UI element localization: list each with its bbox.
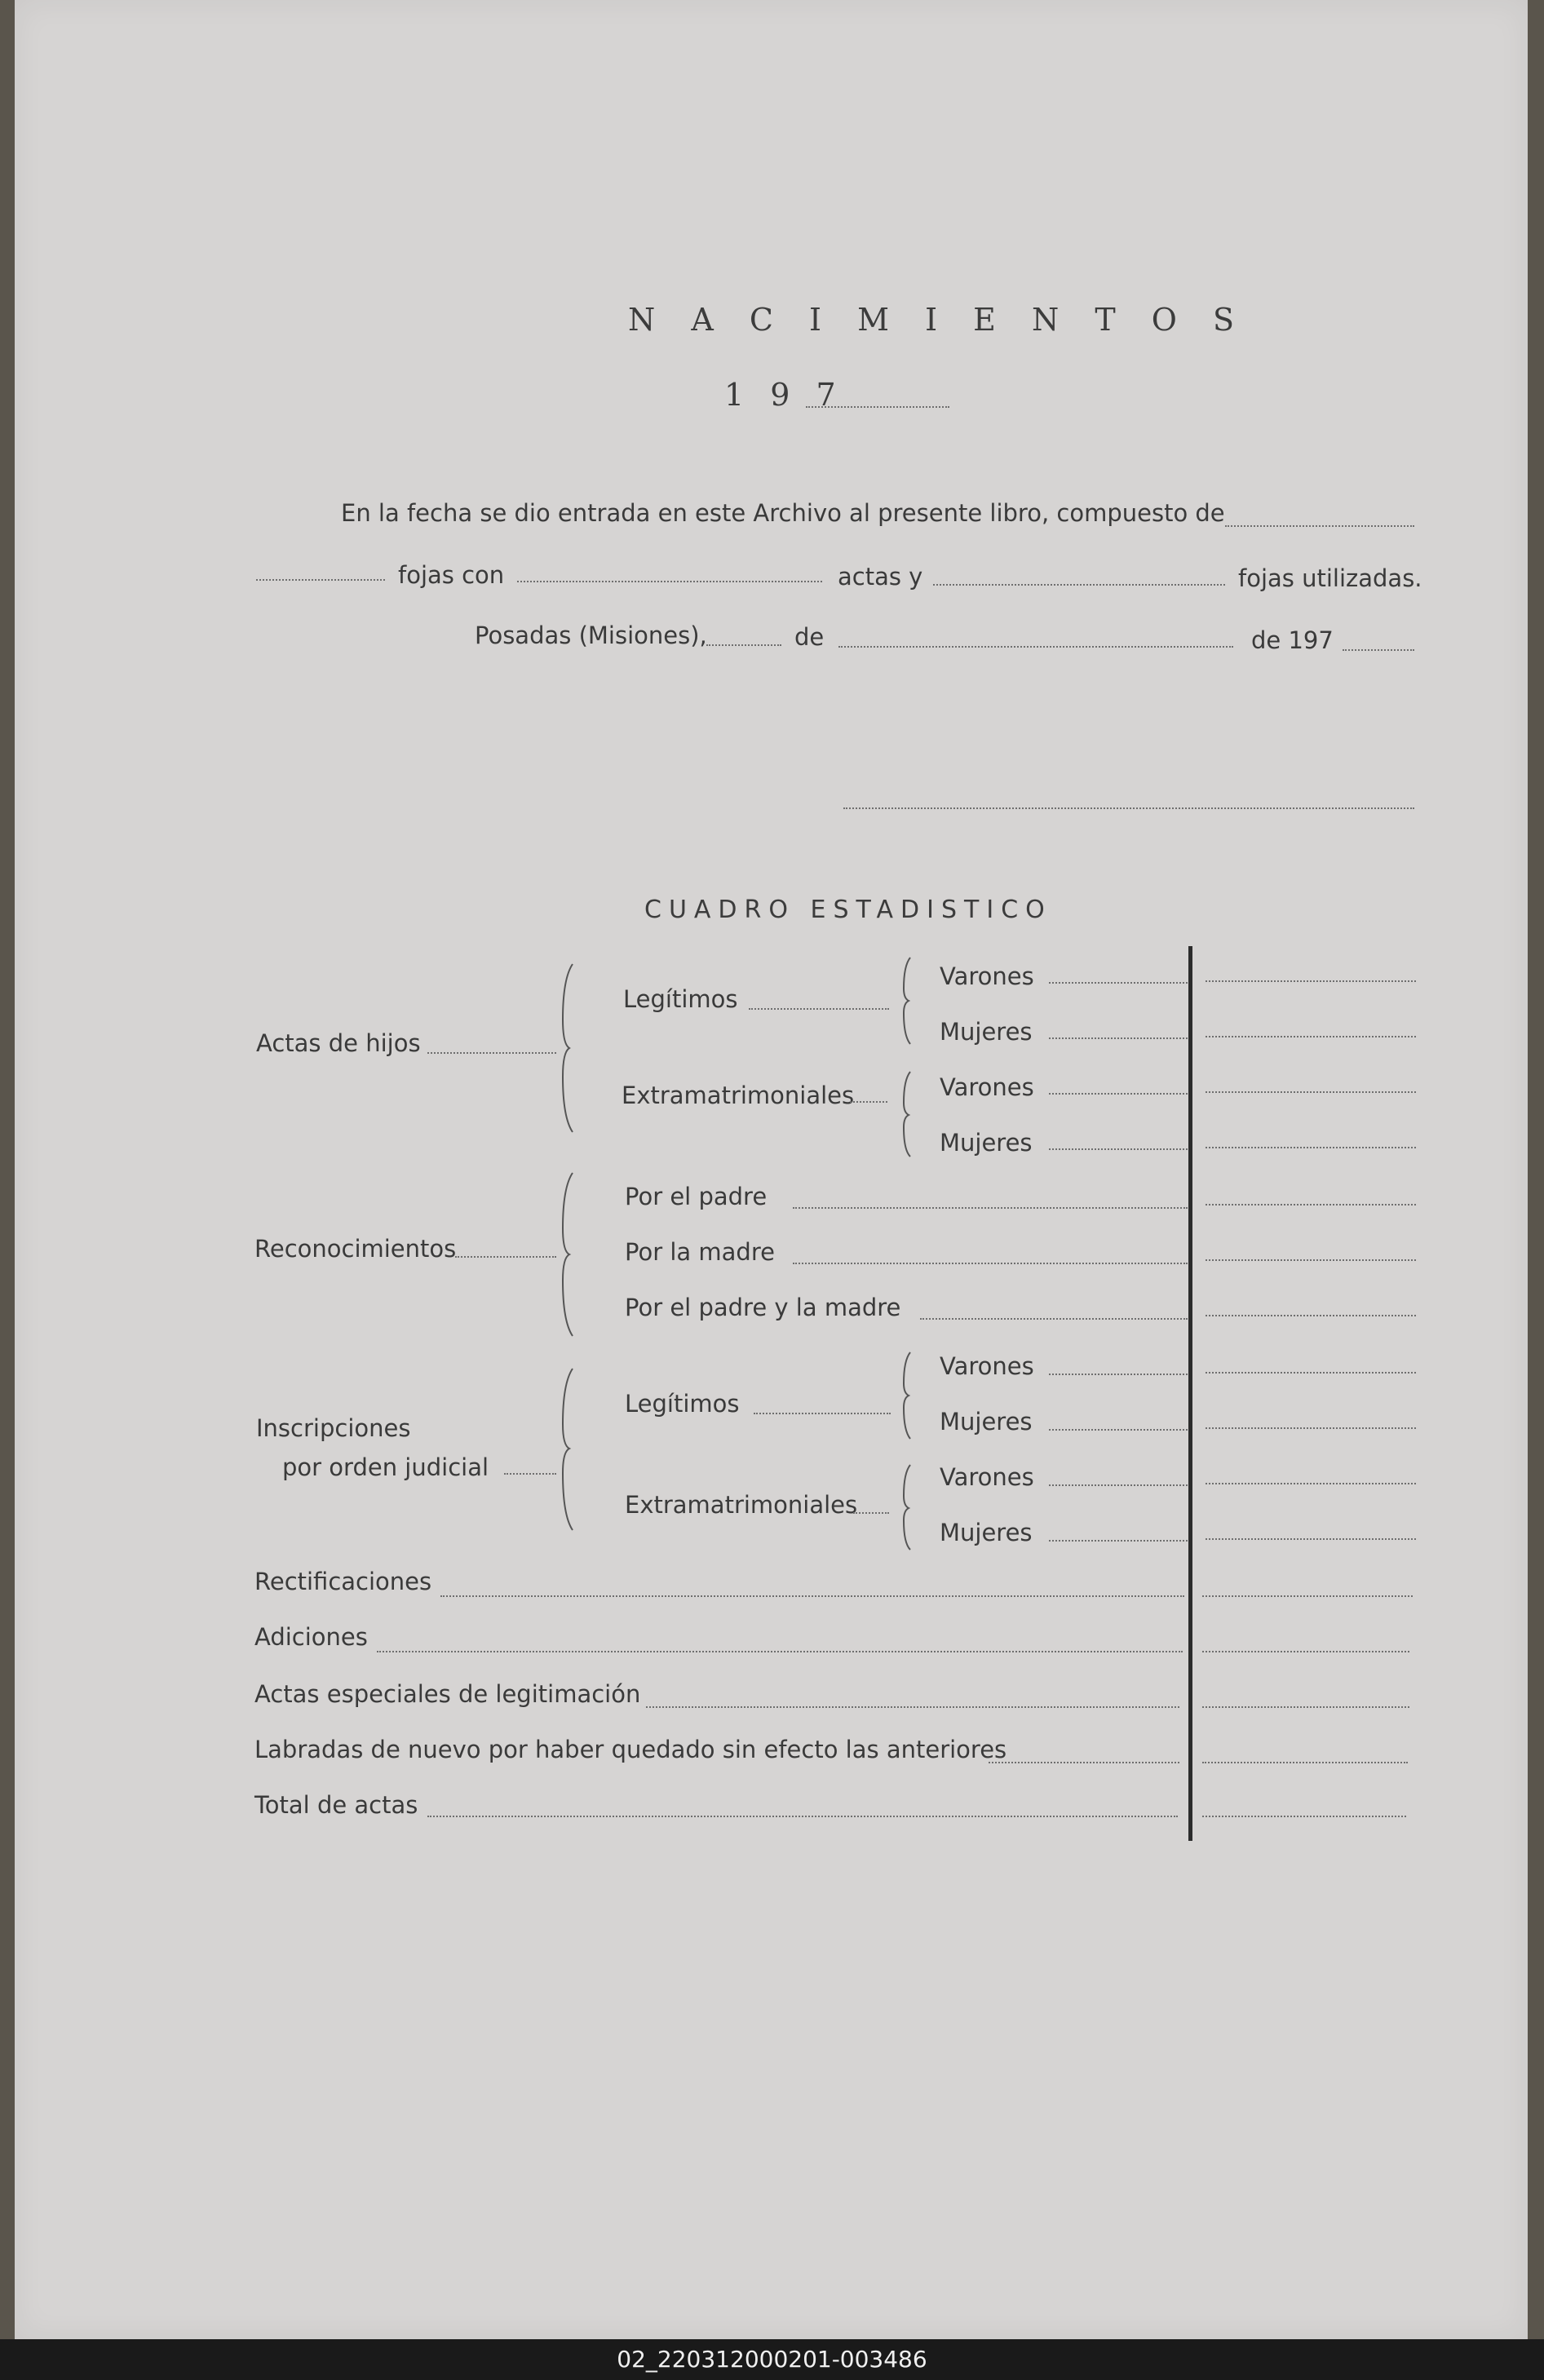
varones-2: Varones	[940, 1073, 1034, 1101]
mujeres-3-blank	[1049, 1429, 1188, 1431]
varones-2-blank	[1049, 1093, 1188, 1095]
month-blank	[838, 646, 1233, 648]
adiciones-total	[1202, 1651, 1409, 1652]
por-la-madre-blank	[793, 1263, 1188, 1264]
mujeres-4-total	[1206, 1538, 1416, 1540]
cuadro-title: CUADRO ESTADISTICO	[644, 896, 1052, 924]
document-page	[15, 0, 1528, 2339]
mujeres-2-blank	[1049, 1148, 1188, 1150]
mujeres-2: Mujeres	[940, 1129, 1033, 1157]
varones-2-total	[1206, 1091, 1416, 1093]
posadas-label: Posadas (Misiones),	[475, 622, 707, 649]
varones-1: Varones	[940, 962, 1034, 990]
mujeres-1: Mujeres	[940, 1018, 1033, 1046]
fojas-con-label: fojas con	[398, 561, 505, 589]
varones-4-total	[1206, 1483, 1416, 1484]
mujeres-3-total	[1206, 1427, 1416, 1429]
varones-1-total	[1206, 980, 1416, 982]
brace-inscripciones	[558, 1367, 577, 1532]
brace-extra-2	[899, 1463, 915, 1551]
mujeres-4: Mujeres	[940, 1519, 1033, 1546]
document-title: N A C I M I E N T O S	[628, 302, 1248, 338]
brace-actas-hijos	[558, 962, 577, 1134]
mujeres-1-blank	[1049, 1037, 1188, 1039]
total-total	[1202, 1816, 1406, 1817]
mujeres-3: Mujeres	[940, 1408, 1033, 1436]
adiciones-blank	[377, 1651, 1183, 1652]
right-column-divider	[1188, 946, 1192, 1841]
rectificaciones-blank	[440, 1595, 1184, 1597]
actas-especiales-blank	[646, 1706, 1179, 1708]
year-label: 1 9 7	[724, 377, 844, 413]
varones-4-blank	[1049, 1484, 1188, 1486]
brace-legitimos-2	[899, 1351, 915, 1440]
total-label: Total de actas	[254, 1791, 418, 1819]
por-ambos-label: Por el padre y la madre	[625, 1294, 901, 1321]
labradas-total	[1202, 1762, 1408, 1763]
brace-extra-1	[899, 1070, 915, 1158]
day-blank	[706, 644, 781, 646]
compuesto-blank	[1225, 525, 1414, 527]
por-la-madre-total	[1206, 1259, 1416, 1261]
de-label: de	[794, 623, 825, 651]
extramatrimoniales-label-2: Extramatrimoniales	[625, 1491, 858, 1519]
por-el-padre-total	[1206, 1204, 1416, 1205]
labradas-blank	[989, 1762, 1179, 1763]
actas-especiales-label: Actas especiales de legitimación	[254, 1680, 641, 1708]
legitimos-blank-1	[749, 1008, 889, 1010]
varones-3: Varones	[940, 1352, 1034, 1380]
legitimos-blank-2	[754, 1413, 891, 1414]
de-197-label: de 197	[1251, 626, 1334, 654]
inscripciones-blank	[504, 1473, 556, 1475]
por-la-madre-label: Por la madre	[625, 1238, 775, 1266]
mujeres-1-total	[1206, 1036, 1416, 1037]
fojas-utilizadas-label: fojas utilizadas.	[1238, 564, 1422, 592]
rectificaciones-total	[1202, 1595, 1413, 1597]
utilizadas-blank	[933, 584, 1225, 586]
reconocimientos-label: Reconocimientos	[254, 1235, 457, 1263]
brace-reconocimientos	[558, 1171, 577, 1338]
por-orden-judicial-label: por orden judicial	[282, 1453, 489, 1481]
por-ambos-blank	[920, 1318, 1188, 1320]
rectificaciones-label: Rectificaciones	[254, 1568, 432, 1595]
varones-4: Varones	[940, 1463, 1034, 1491]
varones-3-blank	[1049, 1374, 1188, 1375]
mujeres-2-total	[1206, 1147, 1416, 1148]
scan-footer	[0, 2339, 1544, 2380]
legitimos-label-2: Legítimos	[625, 1390, 740, 1418]
actas-especiales-total	[1202, 1706, 1409, 1708]
actas-de-hijos-label: Actas de hijos	[256, 1029, 421, 1057]
adiciones-label: Adiciones	[254, 1623, 368, 1651]
varones-3-total	[1206, 1372, 1416, 1374]
intro-line-1: En la fecha se dio entrada en este Archivo al presente libro, compuesto de	[341, 499, 1225, 527]
extramatrimoniales-label-1: Extramatrimoniales	[622, 1082, 855, 1109]
legitimos-label-1: Legítimos	[623, 985, 738, 1013]
scan-code: 02_220312000201-003486	[617, 2346, 927, 2373]
por-ambos-total	[1206, 1315, 1416, 1316]
reconocimientos-blank	[455, 1256, 556, 1258]
mujeres-4-blank	[1049, 1540, 1188, 1542]
varones-1-blank	[1049, 982, 1188, 984]
year-blank	[806, 406, 949, 408]
actas-blank	[517, 581, 822, 582]
total-blank	[427, 1816, 1178, 1817]
extramatrimoniales-blank-1	[850, 1101, 887, 1103]
actas-y-label: actas y	[838, 563, 923, 591]
actas-hijos-blank	[427, 1052, 556, 1054]
por-el-padre-blank	[793, 1207, 1188, 1209]
brace-legitimos-1	[899, 956, 915, 1046]
inscripciones-label: Inscripciones	[256, 1414, 411, 1442]
labradas-label: Labradas de nuevo por haber quedado sin efecto las anteriores	[254, 1736, 1007, 1763]
signature-line	[843, 807, 1414, 809]
extramatrimoniales-blank-2	[853, 1512, 889, 1514]
por-el-padre-label: Por el padre	[625, 1183, 768, 1210]
year-end-blank	[1343, 649, 1414, 651]
fojas-blank	[256, 579, 385, 581]
